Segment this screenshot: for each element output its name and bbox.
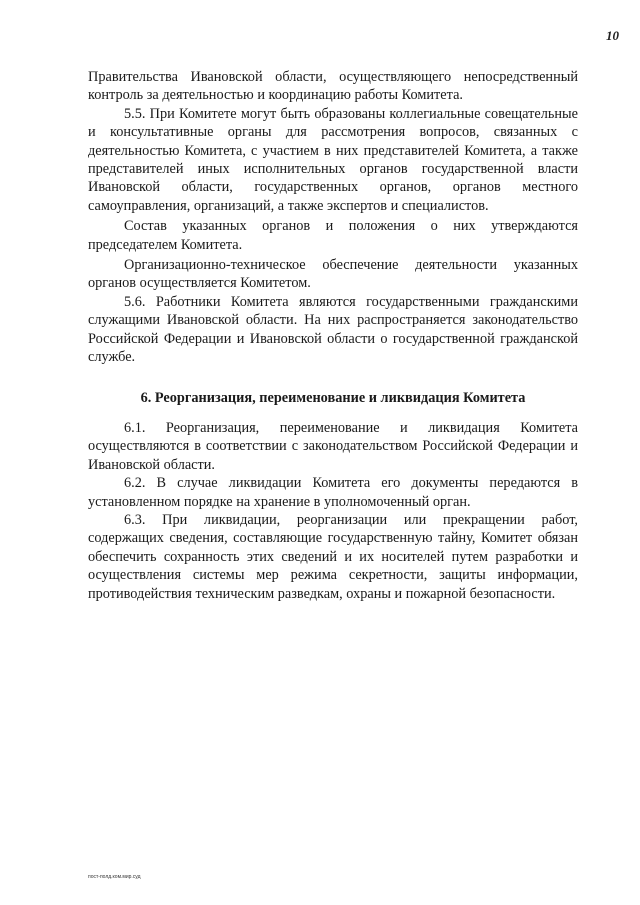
paragraph-6-2: 6.2. В случае ликвидации Комитета его документы передаются в установленном порядке на хранение в уполномоченный орган. bbox=[88, 475, 578, 510]
paragraph-5-5: 5.5. При Комитете могут быть образованы коллегиальные совещательные и консультативные органы для рассмотрения вопросов, связанных с деятельностью Комитета, с участием в них представителей Комитета, а также представителей иных исполнительных органов государственной власти Ивановской области, государственных органов, органов местного самоуправления, организаций, а также экспертов и специалистов. bbox=[88, 105, 578, 214]
section-heading-6: 6. Реорганизация, переименование и ликвидация Комитета bbox=[140, 389, 526, 406]
paragraph-continuation: Правительства Ивановской области, осуществляющего непосредственный контроль за деятельностью и координацию работы Комитета. bbox=[88, 69, 578, 104]
paragraph-composition: Состав указанных органов и положения о них утверждаются председателем Комитета. bbox=[88, 218, 578, 253]
footer-file-code: пост-полд.ком.мир.суд bbox=[88, 874, 141, 880]
page-number: 10 bbox=[606, 28, 619, 43]
paragraph-6-3: 6.3. При ликвидации, реорганизации или прекращении работ, содержащих сведения, составляющие государственную тайну, Комитет обязан обеспечить сохранность этих сведений и их носителей путем разработки и осуществления системы мер режима секретности, защиты информации, противодействия техническим разведкам, охраны и пожарной безопасности. bbox=[88, 511, 578, 602]
paragraph-5-6: 5.6. Работники Комитета являются государственными гражданскими служащими Ивановской области. На них распространяется законодательство Российской Федерации и Ивановской области о государственной гражданской службе. bbox=[88, 293, 578, 366]
paragraph-6-1: 6.1. Реорганизация, переименование и ликвидация Комитета осуществляются в соответствии с законодательством Российской Федерации и Ивановской области. bbox=[88, 419, 578, 473]
paragraph-org-support: Организационно-техническое обеспечение деятельности указанных органов осуществляется Комитетом. bbox=[88, 257, 578, 292]
document-body bbox=[88, 68, 578, 603]
